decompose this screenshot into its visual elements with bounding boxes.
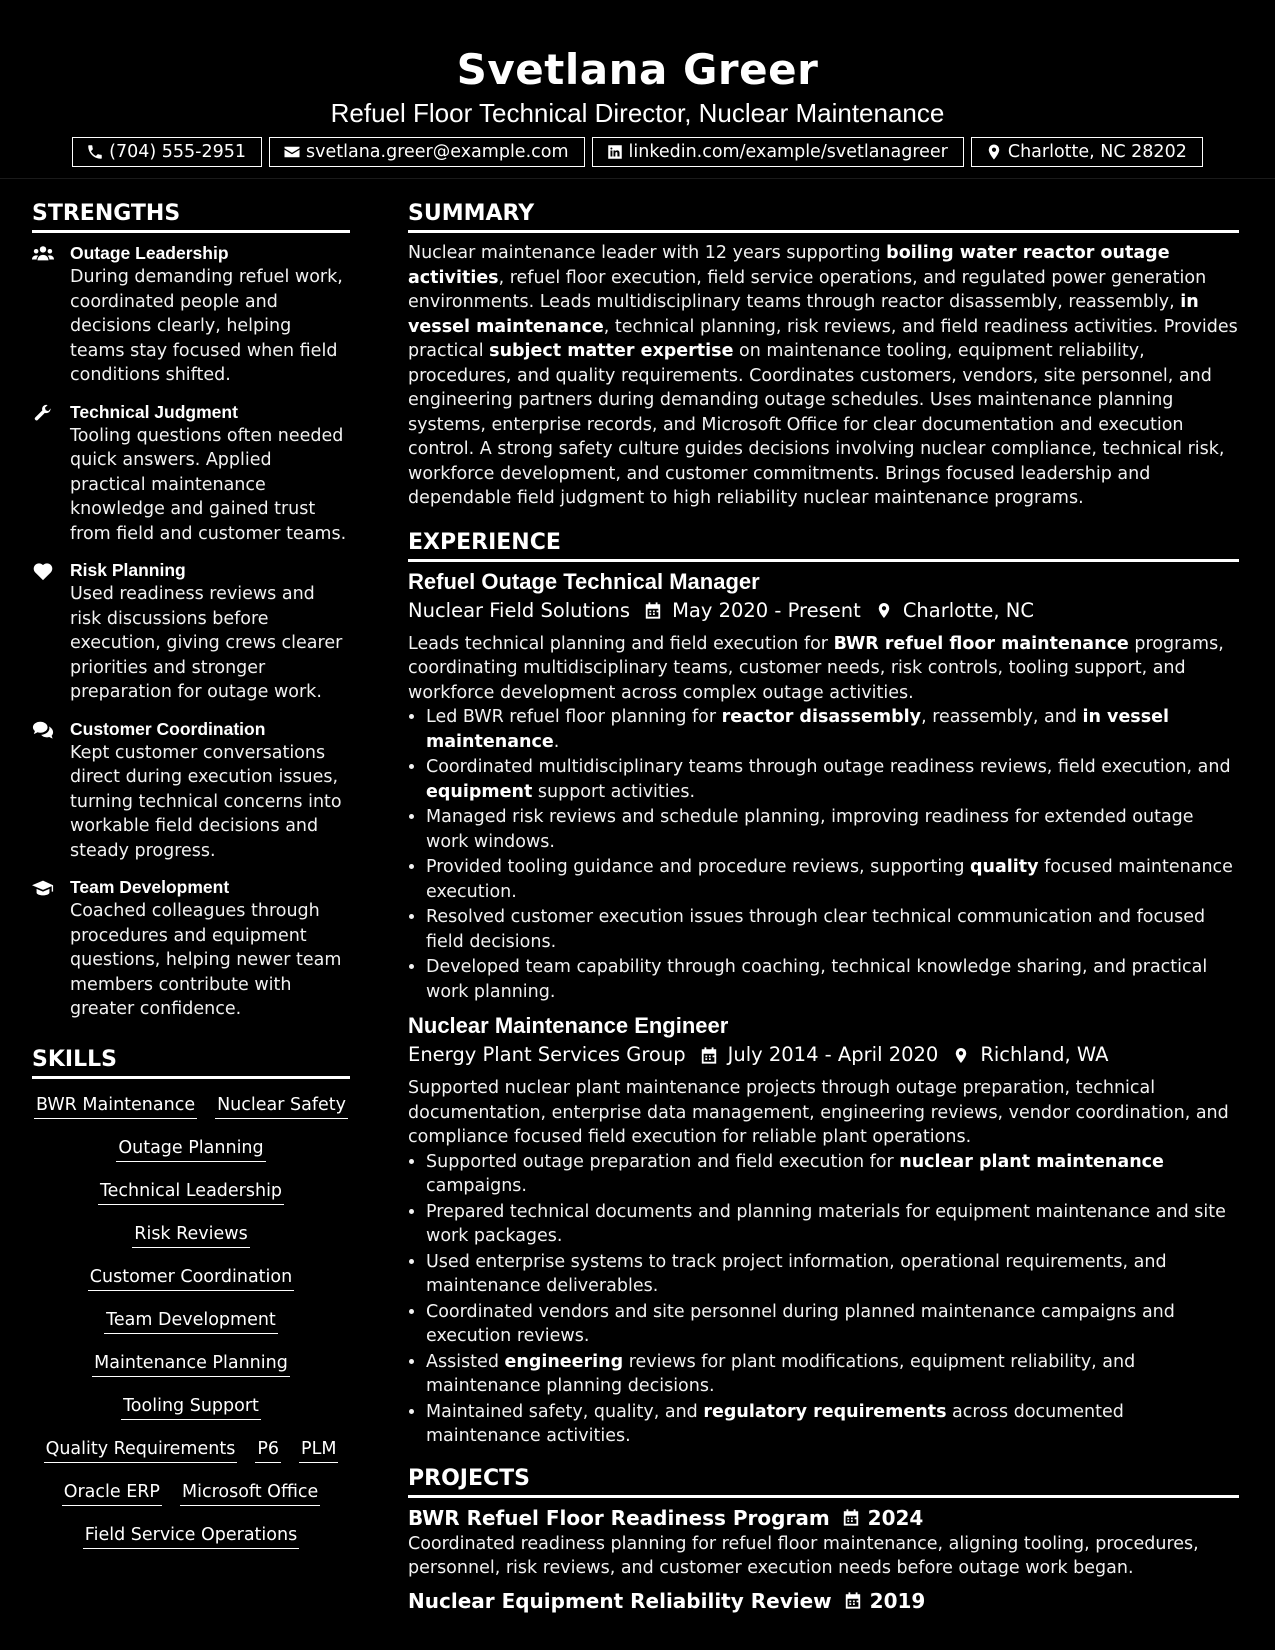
strength-item (32, 717, 350, 864)
bullet-item: • Managed risk reviews and schedule planning, improving readiness for extended outage work windows. (426, 805, 1239, 854)
skill-tag: Team Development (104, 1308, 278, 1334)
bullet-item: • Developed team capability through coaching, technical knowledge sharing, and practical work planning. (426, 955, 1239, 1004)
job-meta (408, 1040, 1239, 1070)
strengths-heading: STRENGTHS (32, 200, 350, 233)
emphasis-text: regulatory requirements (703, 1401, 947, 1422)
project-title-row (408, 1587, 1239, 1615)
strength-title: Customer Coordination (70, 718, 266, 739)
job-dates: July 2014 - April 2020 (727, 1043, 939, 1066)
job-entry (408, 1012, 1239, 1449)
strength-item (32, 241, 350, 388)
project-year: 2024 (867, 1505, 924, 1530)
project-year: 2019 (869, 1588, 926, 1613)
linkedin-icon (606, 143, 624, 161)
job-dates: May 2020 - Present (672, 598, 861, 622)
bullet-item: • Supported outage preparation and field execution for nuclear plant maintenance campaigns. (426, 1150, 1239, 1199)
project-entry (408, 1504, 1239, 1581)
skill-tag: Field Service Operations (83, 1523, 299, 1549)
skill-tag: Oracle ERP (62, 1480, 162, 1506)
contact-linkedin[interactable] (592, 137, 964, 167)
emphasis-text: boiling water reactor outage activities (408, 243, 1170, 288)
emphasis-text: subject matter expertise (489, 341, 734, 361)
graduation-cap-icon (32, 878, 54, 898)
candidate-title: Refuel Floor Technical Director, Nuclear Maintenance (330, 98, 945, 128)
strength-title: Team Development (70, 877, 230, 897)
job-bullets (408, 1150, 1239, 1449)
map-pin-icon (952, 1046, 970, 1065)
project-entry (408, 1587, 1239, 1615)
right-column (408, 200, 1239, 1615)
job-title: Nuclear Maintenance Engineer (408, 1013, 729, 1038)
skill-tag: Risk Reviews (132, 1222, 249, 1248)
project-title-row (408, 1504, 1239, 1532)
emphasis-text: in vessel maintenance (408, 292, 1199, 337)
experience-heading: EXPERIENCE (408, 529, 1239, 562)
job-company: Nuclear Field Solutions (408, 598, 631, 622)
strength-description: Tooling questions often needed quick answers. Applied practical maintenance knowledge and gained trust from field and customer teams. (70, 425, 347, 544)
map-pin-icon (985, 143, 1003, 161)
skill-tag: Microsoft Office (180, 1480, 320, 1506)
strength-item (32, 875, 350, 1022)
emphasis-text: quality (970, 857, 1039, 877)
job-meta (408, 596, 1239, 626)
strength-description: During demanding refuel work, coordinated people and decisions clearly, helping teams stay focused when field conditions shifted. (70, 267, 343, 385)
contact-email[interactable] (269, 137, 584, 167)
strength-item (32, 558, 350, 705)
emphasis-text: in vessel maintenance (426, 707, 1170, 752)
bullet-item: • Provided tooling guidance and procedure reviews, supporting quality focused maintenance execution. (426, 855, 1239, 904)
skill-tag: BWR Maintenance (34, 1093, 197, 1119)
phone-icon (86, 143, 104, 161)
contact-bar (0, 137, 1275, 167)
candidate-name: Svetlana Greer (456, 45, 819, 94)
calendar-icon (844, 1591, 862, 1610)
calendar-icon (842, 1508, 860, 1527)
project-title: Nuclear Equipment Reliability Review (408, 1588, 832, 1613)
map-pin-icon (875, 601, 893, 620)
project-description: Coordinated readiness planning for refuel floor maintenance, aligning tooling, procedures, personnel, risk reviews, and customer execution needs before outage work began. (408, 1533, 1199, 1578)
job-entry (408, 568, 1239, 1005)
strength-description: Used readiness reviews and risk discussions before execution, giving crews clearer priorities and stronger preparation for outage work. (70, 584, 343, 702)
job-summary: Leads technical planning and field execution for BWR refuel floor maintenance programs, coordinating multidisciplinary teams, customer needs, risk controls, tooling support, and workforce development across complex outage activities. (408, 633, 1224, 703)
heart-icon (32, 561, 54, 581)
skill-tag: Maintenance Planning (92, 1351, 290, 1377)
skill-tag: Customer Coordination (88, 1265, 294, 1291)
strength-title: Outage Leadership (70, 243, 229, 263)
job-company: Energy Plant Services Group (408, 1043, 686, 1066)
resume-header (0, 0, 1275, 179)
emphasis-text: engineering (504, 1351, 624, 1372)
emphasis-text: reactor disassembly (721, 707, 922, 727)
skill-tag: P6 (255, 1437, 281, 1463)
bullet-item: • Used enterprise systems to track project information, operational requirements, and maintenance deliverables. (426, 1250, 1239, 1299)
skill-tag: Technical Leadership (98, 1179, 284, 1205)
skills-heading: SKILLS (32, 1046, 350, 1079)
summary-text: Nuclear maintenance leader with 12 years supporting boiling water reactor outage activities, refuel floor execution, field service operations, and regulated power generation environments. Leads multidisciplinary teams through reactor disassembly, reassembly, in vessel maintenance, technical planning, risk reviews, and field readiness activities. Provides practical subject matter expertise on maintenance tooling, equipment reliability, procedures, and quality requirements. Coordinates customers, vendors, site personnel, and engineering partners during demanding outage schedules. Uses maintenance planning systems, enterprise records, and Microsoft Office for clear documentation and execution control. A strong safety culture guides decisions involving nuclear compliance, technical risk, workforce development, and customer commitments. Brings focused leadership and dependable field judgment to high reliability nuclear maintenance programs. (408, 243, 1238, 508)
calendar-icon (644, 601, 662, 620)
bullet-item: • Assisted engineering reviews for plant modifications, equipment reliability, and maintenance planning decisions. (426, 1350, 1239, 1399)
projects-heading: PROJECTS (408, 1465, 1239, 1498)
contact-location-text: Charlotte, NC 28202 (1007, 142, 1187, 162)
calendar-icon (700, 1046, 718, 1065)
strength-title: Risk Planning (70, 560, 186, 580)
emphasis-text: equipment (426, 781, 533, 802)
comments-icon (32, 720, 54, 740)
bullet-item: • Maintained safety, quality, and regulatory requirements across documented maintenance activities. (426, 1400, 1239, 1449)
envelope-icon (283, 143, 301, 161)
bullet-item: • Coordinated multidisciplinary teams through outage readiness reviews, field execution, and equipment support activities. (426, 755, 1239, 804)
strength-description: Kept customer conversations direct during execution issues, turning technical concerns into workable field decisions and steady progress. (70, 742, 342, 861)
job-location: Richland, WA (980, 1043, 1109, 1066)
job-location: Charlotte, NC (902, 598, 1034, 622)
skill-tag: Tooling Support (121, 1394, 261, 1420)
emphasis-text: BWR refuel floor maintenance (833, 633, 1129, 654)
left-column (32, 200, 350, 1549)
contact-phone-text: (704) 555-2951 (109, 142, 247, 162)
skill-tag: PLM (299, 1437, 338, 1463)
emphasis-text: nuclear plant maintenance (899, 1151, 1164, 1172)
contact-email-text: svetlana.greer@example.com (306, 142, 569, 162)
wrench-icon (32, 403, 54, 423)
bullet-item: • Prepared technical documents and planning materials for equipment maintenance and site work packages. (426, 1200, 1239, 1249)
users-icon (32, 244, 54, 264)
strength-description: Coached colleagues through procedures and equipment questions, helping newer team members contribute with greater confidence. (70, 901, 342, 1019)
job-bullets (408, 705, 1239, 1004)
contact-location (971, 137, 1203, 167)
bullet-item: • Led BWR refuel floor planning for reactor disassembly, reassembly, and in vessel maintenance. (426, 705, 1239, 754)
strength-title: Technical Judgment (70, 401, 238, 422)
skill-tag: Nuclear Safety (215, 1093, 348, 1119)
bullet-item: • Coordinated vendors and site personnel during planned maintenance campaigns and execution reviews. (426, 1300, 1239, 1349)
skills-list (32, 1093, 350, 1549)
contact-phone[interactable] (72, 137, 262, 167)
summary-heading: SUMMARY (408, 200, 1239, 233)
contact-linkedin-text: linkedin.com/example/svetlanagreer (628, 142, 948, 162)
job-summary: Supported nuclear plant maintenance projects through outage preparation, technical documentation, enterprise data management, engineering reviews, vendor coordination, and compliance focused field execution for reliable plant operations. (408, 1078, 1229, 1147)
bullet-item: • Resolved customer execution issues through clear technical communication and focused field decisions. (426, 905, 1239, 954)
strength-item (32, 400, 350, 547)
project-title: BWR Refuel Floor Readiness Program (408, 1505, 830, 1530)
skill-tag: Quality Requirements (44, 1437, 238, 1463)
job-title: Refuel Outage Technical Manager (408, 568, 760, 594)
skill-tag: Outage Planning (116, 1136, 265, 1162)
